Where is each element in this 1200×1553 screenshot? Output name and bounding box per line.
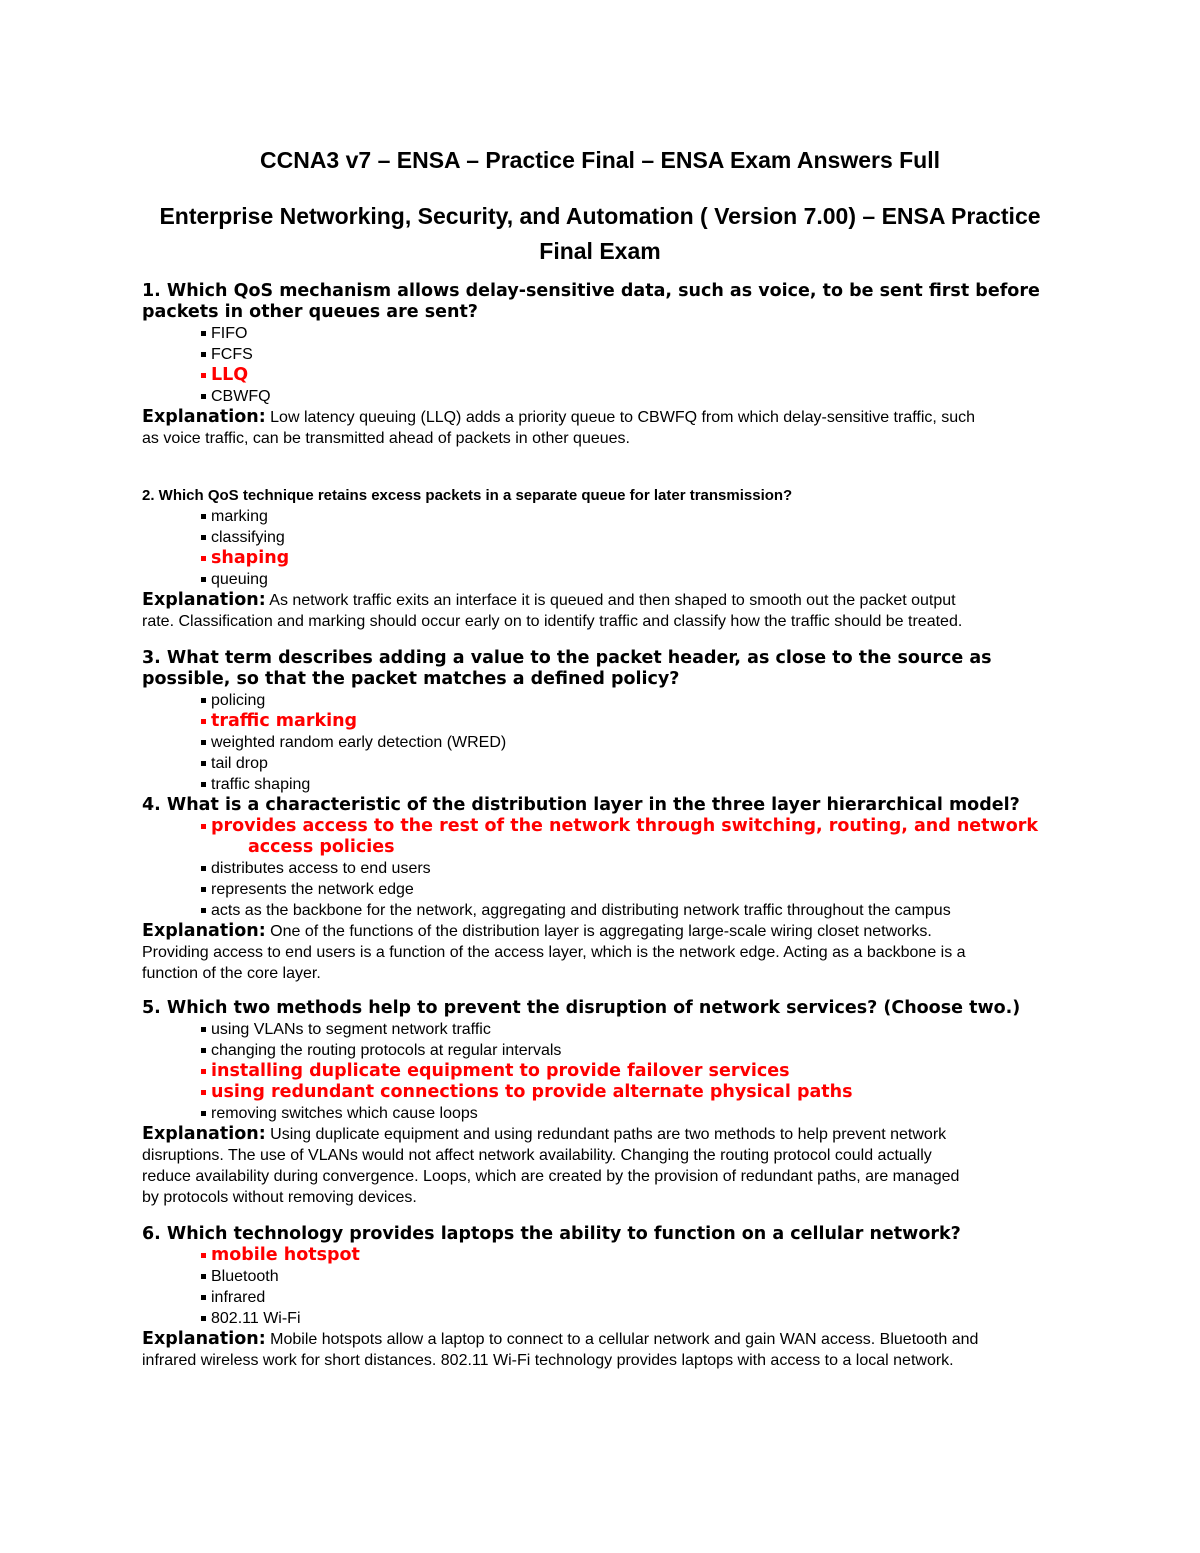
option: weighted random early detection (WRED)	[200, 732, 1062, 753]
explanation: Explanation: Mobile hotspots allow a laptop to connect to a cellular network and gain WAN access. Bluetooth and infrared wireless work for short distances. 802.11 Wi-Fi technology provides laptops with access to a local network.	[142, 1329, 979, 1369]
options-list	[142, 506, 1062, 590]
question-text: 6. Which technology provides laptops the ability to function on a cellular network?	[142, 1224, 961, 1244]
explanation-label: Explanation:	[142, 921, 266, 941]
question-4	[142, 795, 1062, 984]
question-text: 1. Which QoS mechanism allows delay-sensitive data, such as voice, to be sent first before packets in other queues are sent?	[142, 281, 1040, 322]
options-list	[142, 690, 1062, 795]
explanation-label: Explanation:	[142, 1329, 266, 1349]
option: CBWFQ	[200, 386, 1062, 407]
explanation-label: Explanation:	[142, 590, 266, 610]
question-2	[142, 485, 1062, 632]
option: distributes access to end users	[200, 858, 1062, 879]
options-list	[142, 323, 1062, 407]
option: FCFS	[200, 344, 1062, 365]
question-6	[142, 1224, 1062, 1371]
option: acts as the backbone for the network, aggregating and distributing network traffic throughout the campus	[200, 900, 1062, 921]
correct-option: shaping	[200, 548, 1062, 569]
explanation: Explanation: Low latency queuing (LLQ) adds a priority queue to CBWFQ from which delay-sensitive traffic, such as voice traffic, can be transmitted ahead of packets in other queues.	[142, 407, 976, 447]
question-3	[142, 648, 1062, 795]
option: FIFO	[200, 323, 1062, 344]
subtitle-line-2: Final Exam	[539, 238, 661, 264]
option: policing	[200, 690, 1062, 711]
option: Bluetooth	[200, 1266, 1062, 1287]
question-text: 4. What is a characteristic of the distribution layer in the three layer hierarchical model?	[142, 795, 1020, 815]
option: classifying	[200, 527, 1062, 548]
option: 802.11 Wi-Fi	[200, 1308, 1062, 1329]
question-text: 2. Which QoS technique retains excess packets in a separate queue for later transmission?	[142, 487, 793, 504]
question-1	[142, 281, 1062, 449]
explanation: Explanation: One of the functions of the distribution layer is aggregating large-scale wiring closet networks. Providing access to end users is a function of the access layer, which is the network edge. Acting as a backbone is a function of the core layer.	[142, 921, 966, 982]
subtitle-line-1: Enterprise Networking, Security, and Automation ( Version 7.00) – ENSA Practice	[159, 203, 1041, 229]
explanation: Explanation: Using duplicate equipment and using redundant paths are two methods to help prevent network disruptions. The use of VLANs would not affect network availability. Changing the routing protocol could actually reduce availability during convergence. Loops, which are created by the provision of redundant paths, are managed by protocols without removing devices.	[142, 1124, 960, 1206]
option: infrared	[200, 1287, 1062, 1308]
correct-option: traffic marking	[200, 711, 1062, 732]
page-subtitle	[130, 199, 1070, 269]
explanation: Explanation: As network traffic exits an interface it is queued and then shaped to smooth out the packet output rate. Classification and marking should occur early on to identify traffic and classify how the traffic should be treated.	[142, 590, 963, 630]
explanation-label: Explanation:	[142, 407, 266, 427]
explanation-label: Explanation:	[142, 1124, 266, 1144]
correct-option: installing duplicate equipment to provide failover services	[200, 1061, 1062, 1082]
correct-option: using redundant connections to provide alternate physical paths	[200, 1082, 1062, 1103]
correct-option: mobile hotspot	[200, 1245, 1062, 1266]
option: removing switches which cause loops	[200, 1103, 1062, 1124]
option: changing the routing protocols at regular intervals	[200, 1040, 1062, 1061]
question-5	[142, 998, 1062, 1208]
options-list	[142, 816, 1062, 921]
page-title: CCNA3 v7 – ENSA – Practice Final – ENSA Exam Answers Full	[259, 147, 941, 173]
correct-option: provides access to the rest of the network through switching, routing, and network access policies	[200, 816, 1062, 858]
question-text: 5. Which two methods help to prevent the disruption of network services? (Choose two.)	[142, 998, 1021, 1018]
option: marking	[200, 506, 1062, 527]
correct-option: LLQ	[200, 365, 1062, 386]
option: traffic shaping	[200, 774, 1062, 795]
options-list	[142, 1245, 1062, 1329]
option: tail drop	[200, 753, 1062, 774]
question-text: 3. What term describes adding a value to the packet header, as close to the source as possible, so that the packet matches a defined policy?	[142, 648, 992, 689]
option: using VLANs to segment network traffic	[200, 1019, 1062, 1040]
option: represents the network edge	[200, 879, 1062, 900]
options-list	[142, 1019, 1062, 1124]
option: queuing	[200, 569, 1062, 590]
